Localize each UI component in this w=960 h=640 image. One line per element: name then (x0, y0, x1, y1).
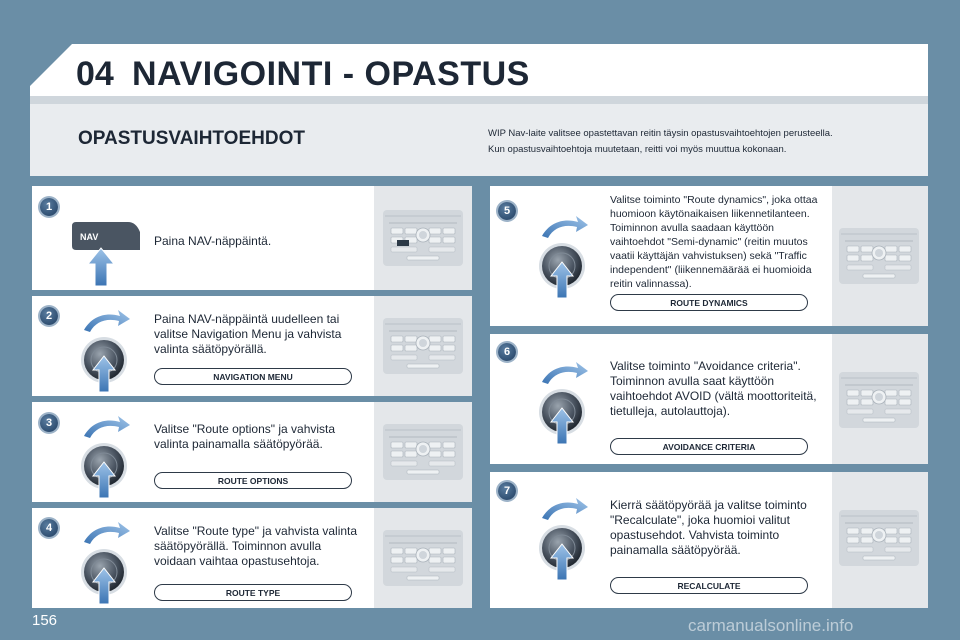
step-text-7: Kierrä säätöpyörää ja valitse toiminto "Recalculate", joka huomioi valitut opastusehdot. Vahvista toiminto painamalla säätöpyörää. (610, 498, 807, 557)
menu-option-pill: ROUTE DYNAMICS (610, 294, 808, 311)
step-number-badge: 4 (40, 519, 58, 537)
control-panel-image (382, 208, 464, 268)
control-panel-image (382, 422, 464, 482)
control-knob-icon (76, 414, 136, 498)
step-text-2: Paina NAV-näppäintä uudelleen tai valitse Navigation Menu ja vahvista valinta säätöpyörällä. (154, 312, 342, 356)
control-knob-icon (76, 520, 136, 604)
step-number-badge: 2 (40, 307, 58, 325)
step-text-1: Paina NAV-näppäintä. (154, 234, 272, 248)
control-knob-icon (534, 496, 594, 580)
watermark-text: carmanualsonline.info (688, 616, 854, 635)
control-panel-image (838, 508, 920, 568)
step-number-badge: 5 (498, 202, 516, 220)
step-text-4: Valitse "Route type" ja vahvista valinta säätöpyörällä. Toiminnon avulla voidaan vaihtaa opastusehtoja. (154, 524, 358, 568)
section-band-stripe (30, 96, 928, 104)
chapter-number: 04 (76, 55, 114, 93)
menu-option-pill: ROUTE TYPE (154, 584, 352, 601)
step-text-5: Valitse toiminto "Route dynamics", joka ottaa huomioon käytönaikaisen liikennetilanteen. Toiminnon avulla saadaan käyttöön vaihtoehdot "Semi-dynamic" (reitin muutos vaatii käyttäjän vahvistuksen) sekä "Traffic independent" (liikennemäärää ei huomioida reitin valinnassa). (610, 194, 818, 290)
step-number-badge: 7 (498, 482, 516, 500)
step-number-badge: 1 (40, 198, 58, 216)
header-corner-cut (30, 44, 72, 86)
step-text-3: Valitse "Route options" ja vahvista valinta painamalla säätöpyörää. (154, 422, 336, 451)
nav-key-icon (70, 220, 142, 286)
step-number-badge: 6 (498, 343, 516, 361)
control-knob-icon (76, 308, 136, 392)
menu-option-pill: RECALCULATE (610, 577, 808, 594)
intro-line-2: Kun opastusvaihtoehtoja muutetaan, reitti voi myös muuttua kokonaan. (488, 144, 787, 155)
step-number-badge: 3 (40, 414, 58, 432)
control-panel-image (382, 316, 464, 376)
section-intro (488, 126, 918, 158)
menu-option-pill: ROUTE OPTIONS (154, 472, 352, 489)
control-knob-icon (534, 214, 594, 298)
nav-key-label: NAV (80, 232, 99, 242)
control-panel-image (382, 528, 464, 588)
page-number: 156 (32, 612, 58, 629)
control-panel-image (838, 370, 920, 430)
control-knob-icon (534, 360, 594, 444)
intro-line-1: WIP Nav-laite valitsee opastettavan reitin täysin opastusvaihtoehtojen perusteella. (488, 128, 833, 139)
menu-option-pill: AVOIDANCE CRITERIA (610, 438, 808, 455)
control-panel-image (838, 226, 920, 286)
page-title: NAVIGOINTI - OPASTUS (132, 55, 530, 93)
section-subtitle: OPASTUSVAIHTOEHDOT (78, 128, 305, 149)
menu-option-pill: NAVIGATION MENU (154, 368, 352, 385)
step-text-6: Valitse toiminto "Avoidance criteria". Toiminnon avulla saat käyttöön vaihtoehdot AVOID (vältä moottoriteitä, tietulleja, autolauttoja). (610, 359, 817, 418)
